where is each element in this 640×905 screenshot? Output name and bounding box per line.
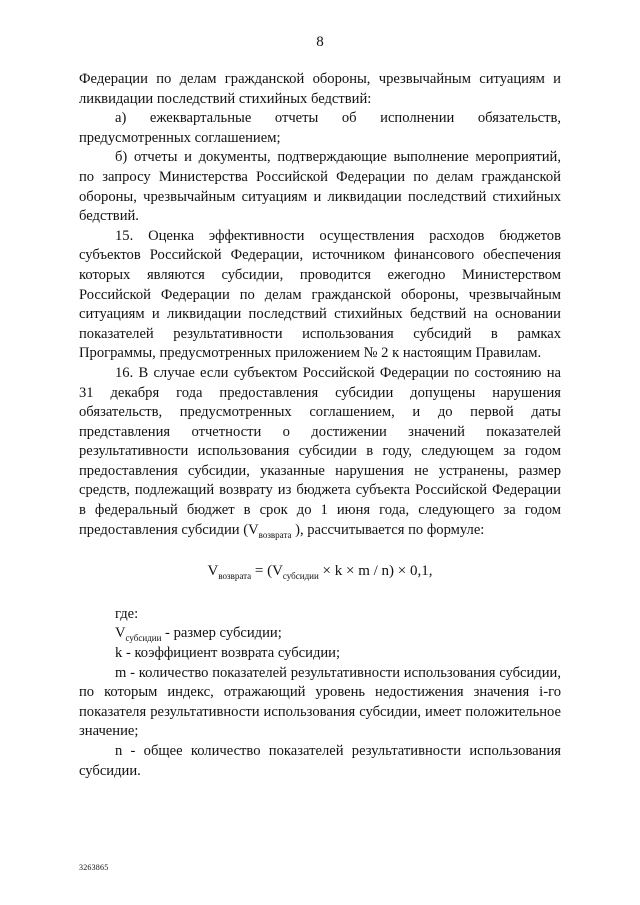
definition-n: n - общее количество показателей результативности использования субсидии. [79, 743, 561, 779]
definition-v-symbol: V [115, 625, 126, 642]
v-subscript: возврата [258, 529, 292, 540]
formula-v-left: V [207, 563, 219, 580]
formula-sub-right: субсидии [282, 571, 319, 582]
definition-v-subscript: субсидии [125, 633, 162, 644]
paragraph-16-text: 16. В случае если субъектом Российской Федерации по состоянию на 31 декабря года предоставления субсидии допущены нарушения обязательств, предусмотренных соглашением, и до первой даты представления отчетности о достижении значений показателей результативности использования субсидии в году, следующем за годом предоставления субсидии, указанные нарушения не устранены, размер средств, подлежащий возврату из бюджета субъекта Российской Федерации в федеральный бюджет в срок до 1 июня года, следующего за годом предоставления субсидии ( [79, 364, 561, 538]
definitions [79, 605, 561, 781]
formula-sub-left: возврата [218, 571, 252, 582]
where-label: где: [115, 605, 139, 622]
definition-k: k - коэффициент возврата субсидии; [115, 645, 341, 662]
paragraph-16 [79, 364, 561, 540]
definition-m: m - количество показателей результативности использования субсидии, по которым индекс, отражающий уровень недостижения значения i-го показателя результативности использования субсидии, имеет положительное значение; [79, 664, 561, 740]
paragraph-16-tail: ), рассчитывается по формуле: [295, 521, 485, 538]
paragraph-item-a: а) ежеквартальные отчеты об исполнении обязательств, предусмотренных соглашением; [79, 110, 561, 146]
paragraph-15: 15. Оценка эффективности осуществления расходов бюджетов субъектов Российской Федерации, источником финансового обеспечения которых являются субсидии, проводится ежегодно Министерством Российской Федерации по делам гражданской обороны, чрезвычайным ситуациям и ликвидации последствий стихийных бедствий на основании показателей результативности использования субсидий в рамках Программы, предусмотренных приложением № 2 к настоящим Правилам. [79, 227, 561, 362]
v-symbol: V [248, 521, 259, 538]
definition-v-text: - размер субсидии; [161, 625, 282, 642]
paragraph-item-b: б) отчеты и документы, подтверждающие выполнение мероприятий, по запросу Министерства Российской Федерации по делам гражданской обороны, чрезвычайным ситуациям и ликвидации последствий стихийных бедствий. [79, 149, 561, 225]
document-body [79, 70, 561, 781]
formula-eq: = (V [251, 563, 283, 580]
document-code: 3263865 [79, 863, 109, 872]
formula-rest: × k × m / n) × 0,1, [318, 563, 433, 580]
page-number: 8 [316, 34, 324, 50]
definition-v [79, 624, 561, 644]
formula [79, 562, 561, 582]
paragraph-continuation: Федерации по делам гражданской обороны, чрезвычайным ситуациям и ликвидации последствий стихийных бедствий: [79, 71, 561, 107]
